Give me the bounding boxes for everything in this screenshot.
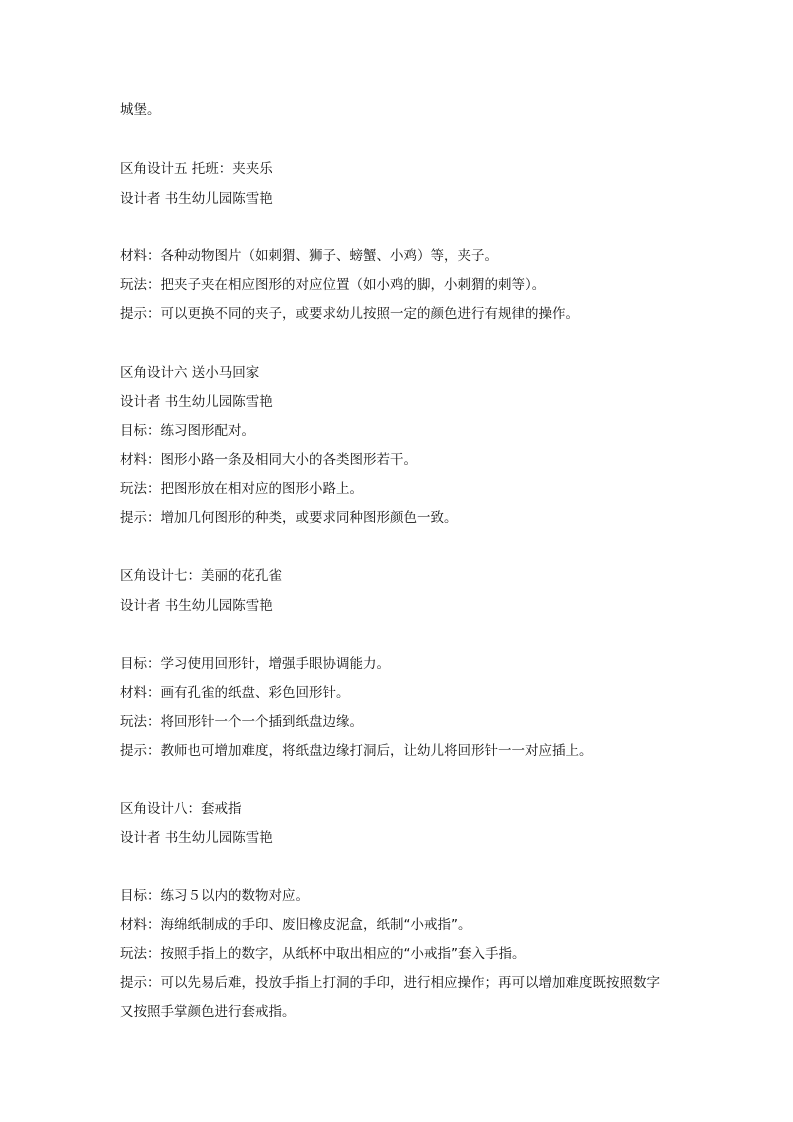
section8-goal: 目标：练习５以内的数物对应。 bbox=[120, 888, 309, 904]
section7-play: 玩法：将回形针一个一个插到纸盘边缘。 bbox=[120, 714, 363, 730]
section8-tip-line1: 提示：可以先易后难，投放手指上打洞的手印，进行相应操作；再可以增加难度既按照数字 bbox=[120, 975, 660, 991]
section8-tip-line2: 又按照手掌颜色进行套戒指。 bbox=[120, 1004, 296, 1020]
section5-tip: 提示：可以更换不同的夹子，或要求幼儿按照一定的颜色进行有规律的操作。 bbox=[120, 306, 579, 322]
section7-goal: 目标：学习使用回形针，增强手眼协调能力。 bbox=[120, 656, 390, 672]
section7-tip: 提示：教师也可增加难度，将纸盘边缘打洞后，让幼儿将回形针一一对应插上。 bbox=[120, 743, 593, 759]
section6-goal: 目标：练习图形配对。 bbox=[120, 423, 255, 439]
section6-tip: 提示：增加几何图形的种类，或要求同种图形颜色一致。 bbox=[120, 510, 458, 526]
section7-materials: 材料：画有孔雀的纸盘、彩色回形针。 bbox=[120, 685, 350, 701]
section5-designer: 设计者 书生幼儿园陈雪艳 bbox=[120, 191, 273, 207]
section7-designer: 设计者 书生幼儿园陈雪艳 bbox=[120, 598, 273, 614]
section6-materials: 材料：图形小路一条及相同大小的各类图形若干。 bbox=[120, 452, 417, 468]
section6-title: 区角设计六 送小马回家 bbox=[120, 365, 260, 381]
section8-materials: 材料：海绵纸制成的手印、废旧橡皮泥盒，纸制“小戒指”。 bbox=[120, 917, 472, 933]
section8-play: 玩法：按照手指上的数字，从纸杯中取出相应的“小戒指”套入手指。 bbox=[120, 946, 526, 962]
section7-title: 区角设计七：美丽的花孔雀 bbox=[120, 568, 282, 584]
section8-designer: 设计者 书生幼儿园陈雪艳 bbox=[120, 830, 273, 846]
intro-tail: 城堡。 bbox=[120, 102, 161, 118]
section5-title: 区角设计五 托班：夹夹乐 bbox=[120, 161, 273, 177]
section5-materials: 材料：各种动物图片（如刺猬、狮子、螃蟹、小鸡）等，夹子。 bbox=[120, 248, 498, 264]
section5-play: 玩法：把夹子夹在相应图形的对应位置（如小鸡的脚，小刺猬的刺等）。 bbox=[120, 277, 546, 293]
section8-title: 区角设计八：套戒指 bbox=[120, 801, 242, 817]
section6-designer: 设计者 书生幼儿园陈雪艳 bbox=[120, 394, 273, 410]
section6-play: 玩法：把图形放在相对应的图形小路上。 bbox=[120, 481, 363, 497]
